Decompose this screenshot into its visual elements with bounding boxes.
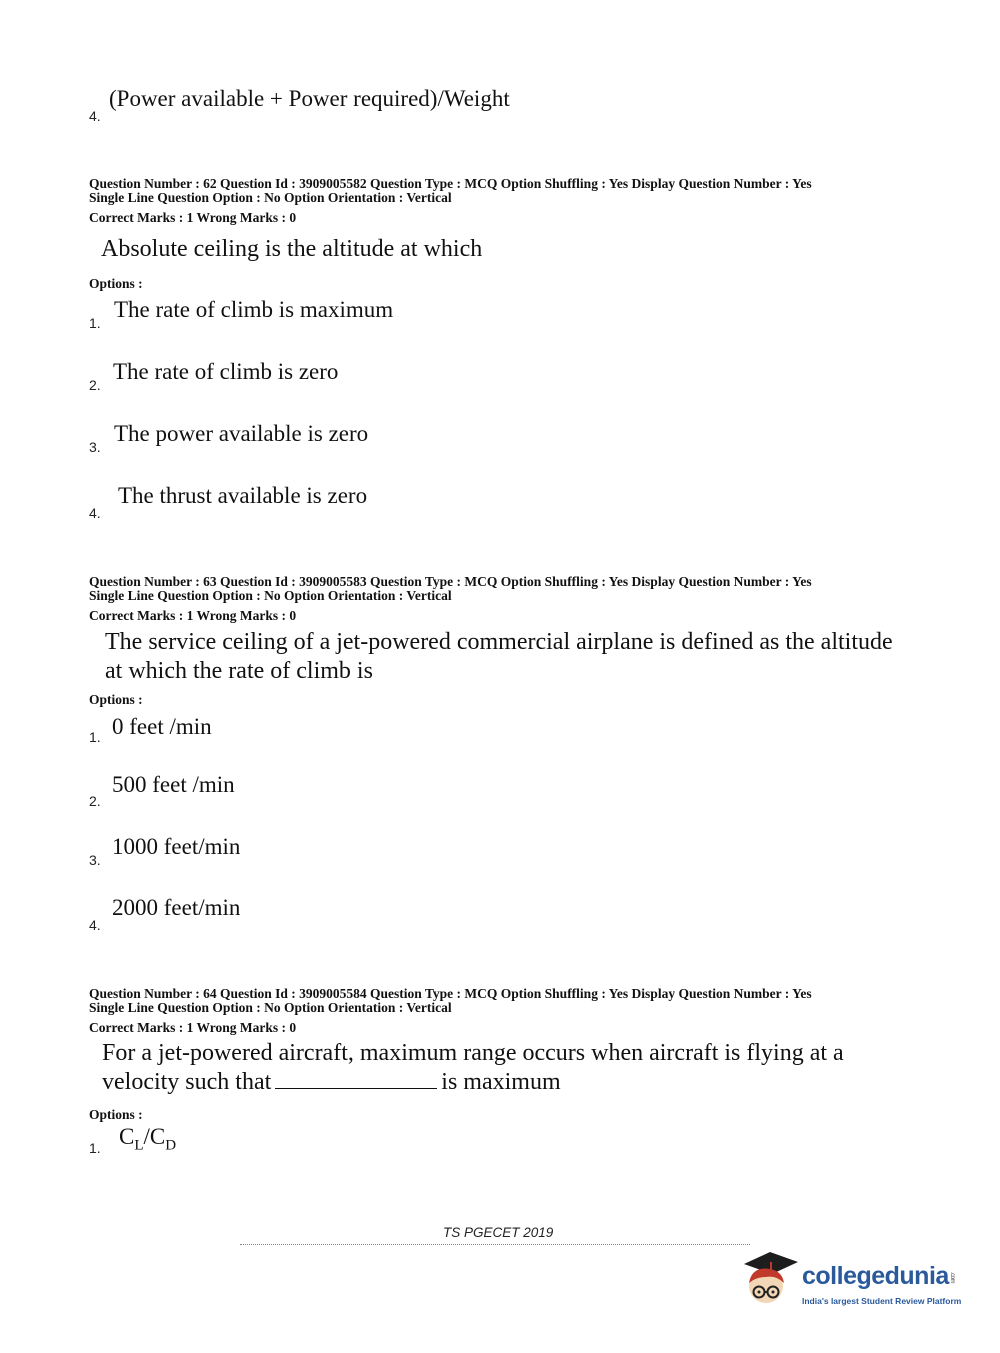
option-text: (Power available + Power required)/Weight: [109, 86, 510, 111]
question-meta-line: Single Line Question Option : No Option Orientation : Vertical: [89, 588, 452, 603]
option-number: 1.: [89, 315, 101, 331]
symbol-slash-c: /C: [143, 1124, 166, 1149]
question-meta-line: Single Line Question Option : No Option Orientation : Vertical: [89, 190, 452, 205]
question-meta-line: Question Number : 62 Question Id : 3909005582 Question Type : MCQ Option Shuffling : Yes Display Question Number : Yes: [89, 176, 812, 191]
option-text: The thrust available is zero: [118, 483, 368, 508]
brand-text: collegedunia: [802, 1262, 949, 1290]
question-text-part: is maximum: [441, 1069, 561, 1095]
mascot-icon: [740, 1250, 802, 1314]
question-text: [102, 1039, 902, 1097]
question-meta-line: Question Number : 64 Question Id : 3909005584 Question Type : MCQ Option Shuffling : Yes Display Question Number : Yes: [89, 986, 812, 1001]
option-number: 3.: [89, 852, 101, 868]
answer-blank: [275, 1068, 437, 1089]
options-label: Options :: [89, 276, 143, 291]
collegedunia-logo[interactable]: [740, 1248, 970, 1318]
option-number: 1.: [89, 1140, 101, 1156]
question-meta-line: Question Number : 63 Question Id : 3909005583 Question Type : MCQ Option Shuffling : Yes Display Question Number : Yes: [89, 574, 812, 589]
question-text-part: For a jet-powered aircraft, maximum range occurs when aircraft is flying at a velocity such that: [102, 1040, 844, 1095]
brand-suffix: .com: [948, 1271, 955, 1283]
subscript-l: L: [134, 1137, 144, 1154]
option-number: 1.: [89, 729, 101, 745]
question-marks: Correct Marks : 1 Wrong Marks : 0: [89, 608, 297, 623]
question-text: Absolute ceiling is the altitude at which: [101, 236, 483, 262]
options-label: Options :: [89, 692, 143, 707]
option-number: 4.: [89, 505, 101, 521]
option-number: 2.: [89, 793, 101, 809]
footer-exam-title: TS PGECET 2019: [443, 1225, 554, 1240]
footer-dotted-line: [240, 1244, 750, 1245]
question-text: The service ceiling of a jet-powered commercial airplane is defined as the altitude at which the rate of climb is: [105, 629, 893, 684]
brand-tagline: India's largest Student Review Platform: [802, 1296, 962, 1306]
options-label: Options :: [89, 1107, 143, 1122]
option-text: 0 feet /min: [112, 714, 212, 739]
option-text: The rate of climb is maximum: [114, 297, 394, 322]
option-text: The rate of climb is zero: [113, 359, 339, 384]
option-number: 2.: [89, 377, 101, 393]
brand-name: [802, 1262, 955, 1291]
option-text: 2000 feet/min: [112, 895, 241, 920]
question-marks: Correct Marks : 1 Wrong Marks : 0: [89, 1020, 297, 1035]
option-number: 3.: [89, 439, 101, 455]
option-text: The power available is zero: [114, 421, 369, 446]
question-meta-line: Single Line Question Option : No Option Orientation : Vertical: [89, 1000, 452, 1015]
option-number: 4.: [89, 917, 101, 933]
symbol-c: C: [119, 1124, 135, 1149]
option-text: [119, 1124, 176, 1155]
option-text: 500 feet /min: [112, 772, 235, 797]
subscript-d: D: [165, 1137, 177, 1154]
question-marks: Correct Marks : 1 Wrong Marks : 0: [89, 210, 297, 225]
option-text: 1000 feet/min: [112, 834, 241, 859]
option-number: 4.: [89, 108, 101, 124]
